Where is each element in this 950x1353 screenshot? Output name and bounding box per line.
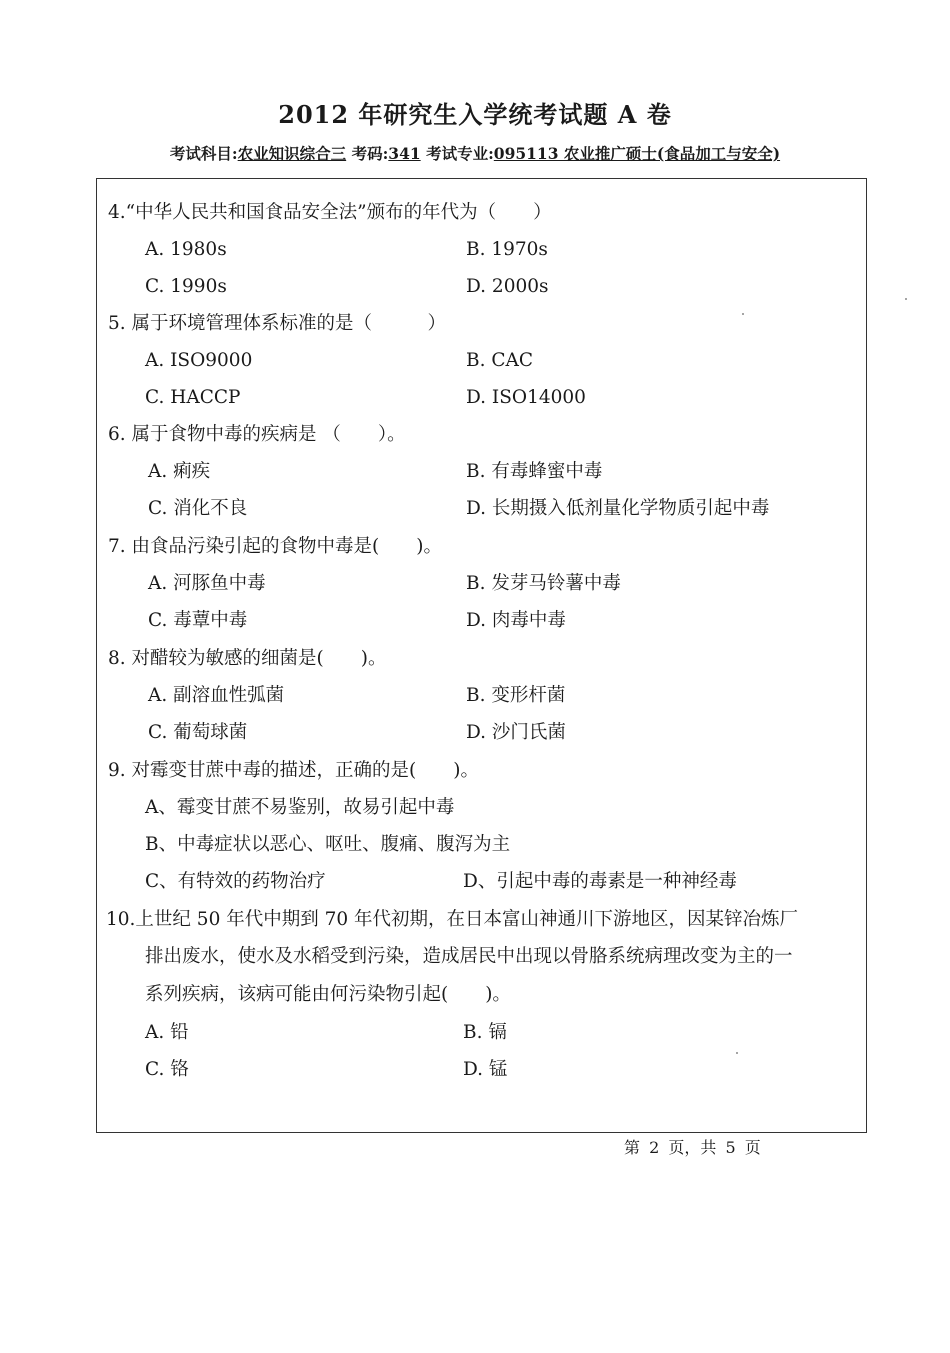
option: A. 1980s — [145, 239, 227, 260]
subject-label: 考试科目: — [169, 144, 238, 163]
option: C. HACCP — [145, 387, 241, 408]
question-stem: 8. 对醋较为敏感的细菌是( )。 — [108, 648, 387, 669]
option: B. CAC — [466, 350, 534, 371]
option: A、霉变甘蔗不易鉴别，故易引起中毒 — [145, 797, 455, 818]
option: B. 变形杆菌 — [466, 685, 566, 706]
option: C. 1990s — [145, 276, 227, 297]
question-stem: 10.上世纪 50 年代中期到 70 年代初期，在日本富山神通川下游地区，因某锌冶炼厂 — [106, 909, 799, 930]
page-title: 2012 年研究生入学统考试题 A 卷 — [278, 100, 672, 129]
exam-info — [0, 142, 950, 164]
option: B、中毒症状以恶心、呕吐、腹痛、腹泻为主 — [145, 834, 511, 855]
option: C. 毒蕈中毒 — [148, 610, 248, 631]
code-label: 考码: — [351, 144, 389, 163]
option: B. 发芽马铃薯中毒 — [466, 573, 621, 594]
question-stem: 9. 对霉变甘蔗中毒的描述，正确的是( )。 — [108, 760, 479, 781]
code-value: 341 — [388, 144, 421, 163]
page-number: 第 2 页，共 5 页 — [624, 1138, 761, 1157]
option: A. 副溶血性弧菌 — [148, 685, 285, 706]
question-stem: 7. 由食品污染引起的食物中毒是( )。 — [108, 536, 442, 557]
question-stem: 系列疾病，该病可能由何污染物引起( )。 — [145, 984, 511, 1005]
major-value: 095113 农业推广硕士(食品加工与安全) — [493, 144, 781, 163]
subject-value: 农业知识综合三 — [237, 144, 347, 163]
option: C. 消化不良 — [148, 498, 248, 519]
option: D. 长期摄入低剂量化学物质引起中毒 — [466, 498, 770, 519]
option: D. 肉毒中毒 — [466, 610, 566, 631]
major-label: 考试专业: — [426, 144, 494, 163]
option: B. 有毒蜂蜜中毒 — [466, 461, 603, 482]
question-stem: 6. 属于食物中毒的疾病是 （ ）。 — [108, 424, 406, 445]
scan-speck — [742, 313, 744, 315]
option: C. 铬 — [145, 1059, 189, 1080]
option: A. 铅 — [145, 1022, 189, 1043]
option: D. 沙门氏菌 — [466, 722, 566, 743]
option: D、引起中毒的毒素是一种神经毒 — [463, 871, 737, 892]
scan-speck — [736, 1052, 738, 1054]
question-stem: 5. 属于环境管理体系标准的是（ ） — [108, 313, 447, 334]
option: D. 2000s — [466, 276, 549, 297]
option: B. 1970s — [466, 239, 548, 260]
option: D. ISO14000 — [466, 387, 586, 408]
question-stem: 排出废水，使水及水稻受到污染，造成居民中出现以骨胳系统病理改变为主的一 — [145, 946, 793, 967]
scan-speck — [905, 298, 907, 300]
option: A. 痢疾 — [148, 461, 211, 482]
option: A. 河豚鱼中毒 — [148, 573, 266, 594]
option: B. 镉 — [463, 1022, 507, 1043]
option: C、有特效的药物治疗 — [145, 871, 326, 892]
option: A. ISO9000 — [145, 350, 253, 371]
option: C. 葡萄球菌 — [148, 722, 248, 743]
option: D. 锰 — [463, 1059, 508, 1080]
question-stem: 4.“中华人民共和国食品安全法”颁布的年代为（ ） — [108, 202, 552, 223]
